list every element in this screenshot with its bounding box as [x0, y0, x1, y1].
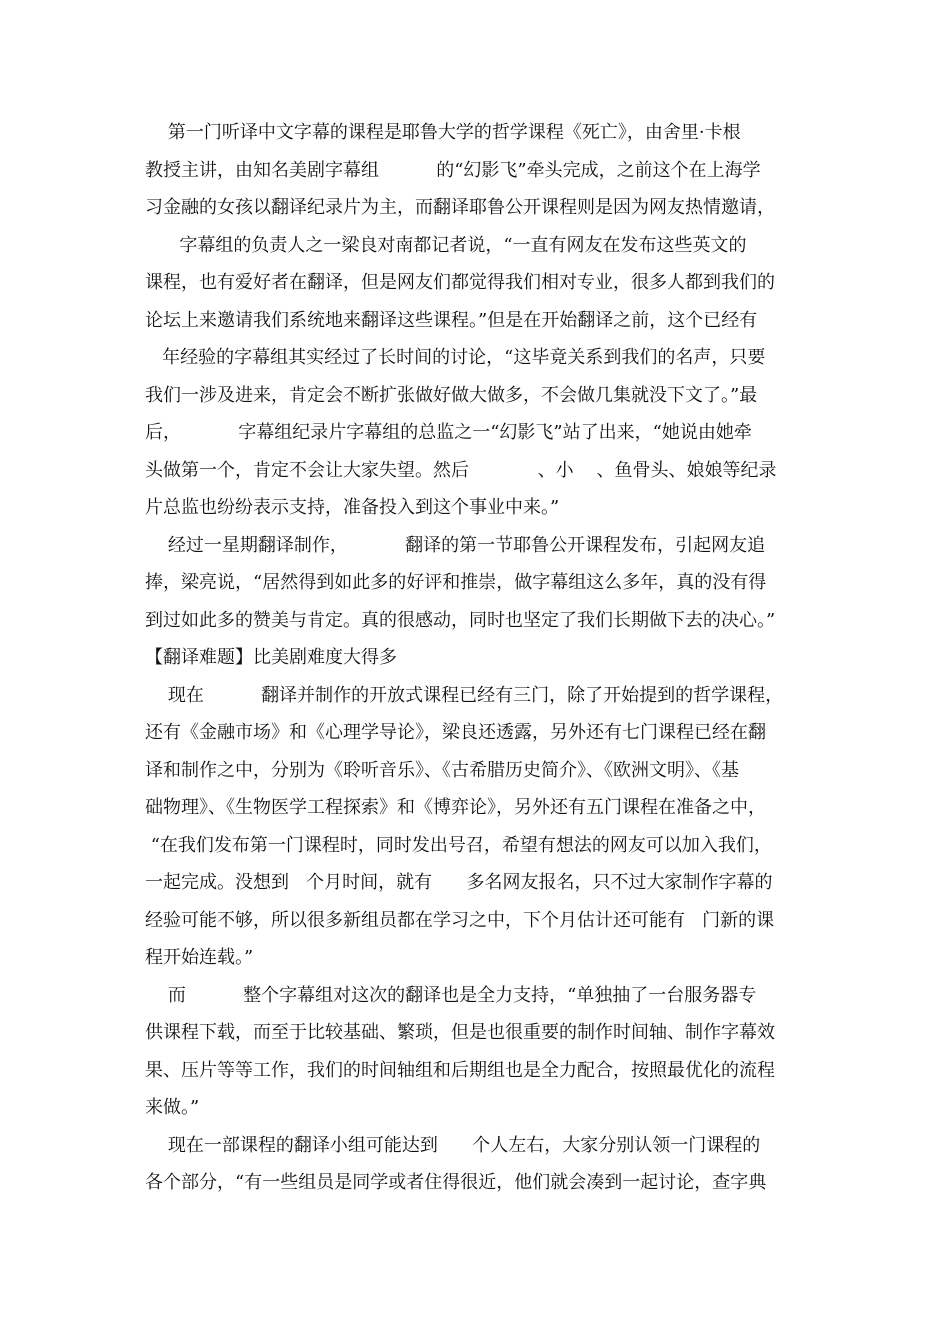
text-line: 捧，梁亮说，“居然得到如此多的好评和推崇，做字幕组这么多年，真的没有得 — [145, 572, 767, 593]
text-line: 现在 翻译并制作的开放式课程已经有三门，除了开始提到的哲学课程， — [145, 684, 784, 706]
text-line: “在我们发布第一门课程时，同时发出号召，希望有想法的网友可以加入我们， — [145, 834, 772, 856]
text-line: 经验可能不够，所以很多新组员都在学习之中，下个月估计还可能有 门新的课 — [145, 909, 775, 931]
text-line: 我们一涉及进来，肯定会不断扩张做好做大做多，不会做几集就没下文了。”最 — [145, 384, 758, 406]
section-heading: 【翻译难题】比美剧难度大得多 — [145, 647, 397, 668]
text-line: 年经验的字幕组其实经过了长时间的讨论，“这毕竟关系到我们的名声，只要 — [145, 347, 766, 368]
text-line: 础物理》、《生物医学工程探索》和《博弈论》，另外还有五门课程在准备之中， — [145, 797, 766, 818]
text-line: 一起完成。没想到 个月时间，就有 多名网友报名，只不过大家制作字幕的 — [145, 872, 773, 893]
text-line: 教授主讲，由知名美剧字幕组 的“幻影飞”牵头完成，之前这个在上海学 — [145, 159, 761, 181]
text-line: 到过如此多的赞美与肯定。真的很感动，同时也坚定了我们长期做下去的决心。” — [145, 609, 776, 631]
text-line: 还有《金融市场》和《心理学导论》，梁良还透露，另外还有七门课程已经在翻 — [145, 722, 766, 743]
text-line: 而 整个字幕组对这次的翻译也是全力支持，“单独抽了一台服务器专 — [145, 984, 757, 1006]
text-line: 字幕组的负责人之一梁良对南都记者说，“一直有网友在发布这些英文的 — [145, 234, 747, 256]
text-line: 课程，也有爱好者在翻译，但是网友们都觉得我们相对专业，很多人都到我们的 — [145, 272, 775, 293]
document-page — [145, 114, 817, 1202]
text-line: 习金融的女孩以翻译纪录片为主，而翻译耶鲁公开课程则是因为网友热情邀请， — [145, 197, 775, 218]
text-line: 片总监也纷纷表示支持，准备投入到这个事业中来。” — [145, 497, 560, 518]
text-line: 果、压片等等工作，我们的时间轴组和后期组也是全力配合，按照最优化的流程 — [145, 1059, 775, 1081]
text-line: 头做第一个，肯定不会让大家失望。然后 、小 、鱼骨头、娘娘等纪录 — [145, 459, 777, 481]
text-line: 论坛上来邀请我们系统地来翻译这些课程。”但是在开始翻译之前，这个已经有 — [145, 309, 758, 331]
text-line: 经过一星期翻译制作， 翻译的第一节耶鲁公开课程发布，引起网友追 — [145, 534, 766, 556]
text-line: 各个部分，“有一些组员是同学或者住得很近，他们就会凑到一起讨论，查字典 — [145, 1172, 767, 1193]
text-line: 来做。” — [145, 1097, 200, 1118]
text-line: 第一门听译中文字幕的课程是耶鲁大学的哲学课程《死亡》，由舍里·卡根 — [145, 122, 741, 143]
text-line: 译和制作之中，分别为《聆听音乐》、《古希腊历史简介》、《欧洲文明》、《基 — [145, 759, 739, 781]
text-line: 供课程下载，而至于比较基础、繁琐，但是也很重要的制作时间轴、制作字幕效 — [145, 1022, 775, 1043]
text-line: 程开始连载。” — [145, 947, 254, 968]
text-line: 后， 字幕组纪录片字幕组的总监之一“幻影飞”站了出来，“她说由她牵 — [145, 422, 752, 443]
text-line: 现在一部课程的翻译小组可能达到 个人左右，大家分别认领一门课程的 — [145, 1134, 761, 1156]
